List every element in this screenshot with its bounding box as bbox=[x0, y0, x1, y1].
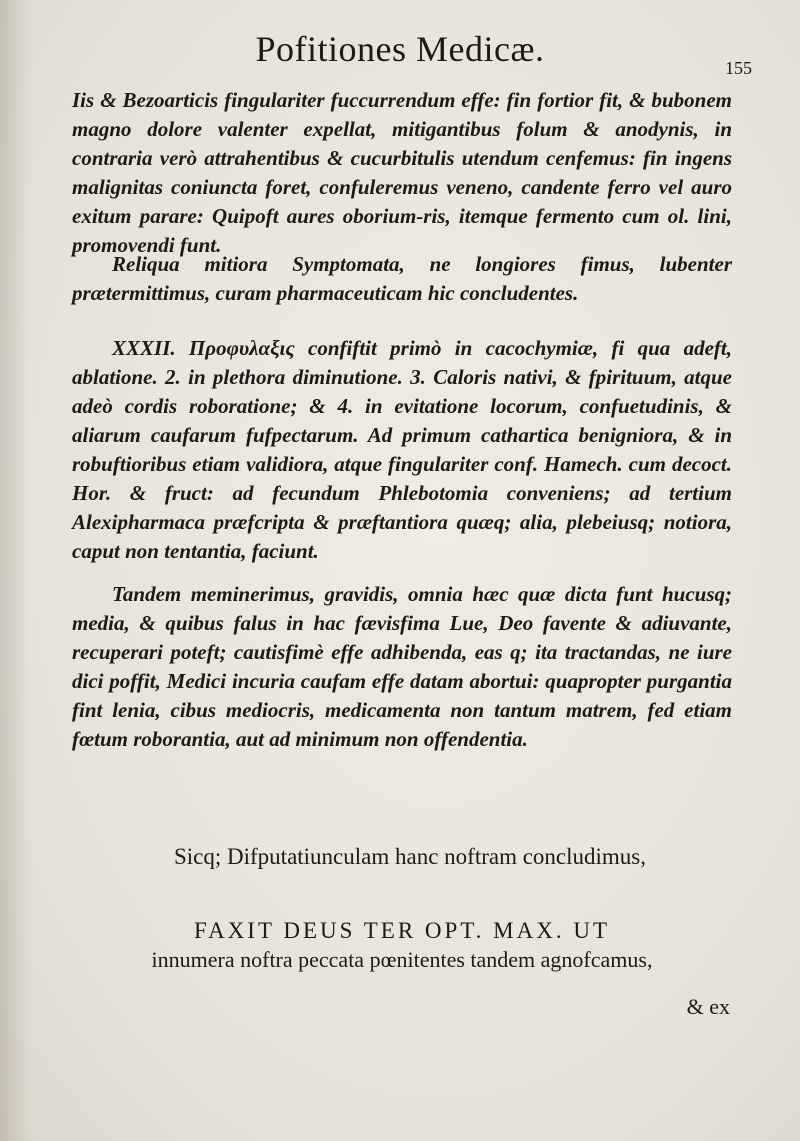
paragraph-text: Iis & Bezoarticis fingulariter fuccurrendum effe: fin fortior fit, & bubonem magno dolore valenter expellat, mitigantibus folum & anodynis, in contraria verò attrahentibus & cucurbitulis utendum cenfemus: fin ingens malignitas coniuncta foret, confuleremus veneno, candente ferro vel auro exitum parare: Quipoft aures oborium-ris, itemque fermento cum ol. lini, promovendi funt. bbox=[72, 88, 732, 257]
paragraph-text: XXXII. Προφυλαξις confiftit primò in cacochymiæ, fi qua adeft, ablatione. 2. in plethora diminutione. 3. Caloris nativi, & fpirituum, atque adeò cordis roboratione; & 4. in evitatione locorum, confuetudinis, & aliarum caufarum fufpectarum. Ad primum cathartica benigniora, & in robuftioribus etiam validiora, atque fingulariter conf. Hamech. cum decoct. Hor. & fruct: ad fecundum Phlebotomia conveniens; ad tertium Alexipharmaca præfcripta & præftantiora quæq; alia, plebeiusq; notiora, caput non tentantia, faciunt. bbox=[72, 336, 732, 563]
finis-caps-line: FAXIT DEUS TER OPT. MAX. UT bbox=[193, 918, 610, 943]
paragraph-text: Reliqua mitiora Symptomata, ne longiores fimus, lubenter prætermittimus, curam pharmaceuticam hic concludentes. bbox=[72, 252, 732, 305]
paragraph-2 bbox=[72, 250, 732, 308]
closing-sentence: Sicq; Difputatiunculam hanc noftram concludimus, bbox=[173, 844, 647, 869]
running-title: Pofitiones Medicæ. bbox=[255, 29, 545, 69]
paragraph-1 bbox=[72, 86, 732, 260]
paragraph-4 bbox=[72, 580, 732, 754]
page-gutter-shadow bbox=[0, 0, 30, 1141]
page-number: 155 bbox=[725, 58, 752, 78]
finis-invocation bbox=[72, 916, 732, 974]
paragraph-text: Tandem meminerimus, gravidis, omnia hæc quæ dicta funt hucusq; media, & quibus falus in hac fævisfima Lue, Deo favente & adiuvante, recuperari poteft; cautisfimè effe adhibenda, eas q; ita tractandas, ne iure dici poffit, Medici incuria caufam effe datam abortui: quapropter purgantia fint lenia, cibus mediocris, medicamenta non tantum matrem, fed etiam fœtum roborantia, aut ad minimum non offendentia. bbox=[72, 582, 732, 751]
catchword: & ex bbox=[686, 994, 730, 1019]
finis-text-line: innumera noftra peccata pœnitentes tandem agnofcamus, bbox=[151, 947, 653, 972]
paragraph-3-thesis-xxxii bbox=[72, 334, 732, 566]
